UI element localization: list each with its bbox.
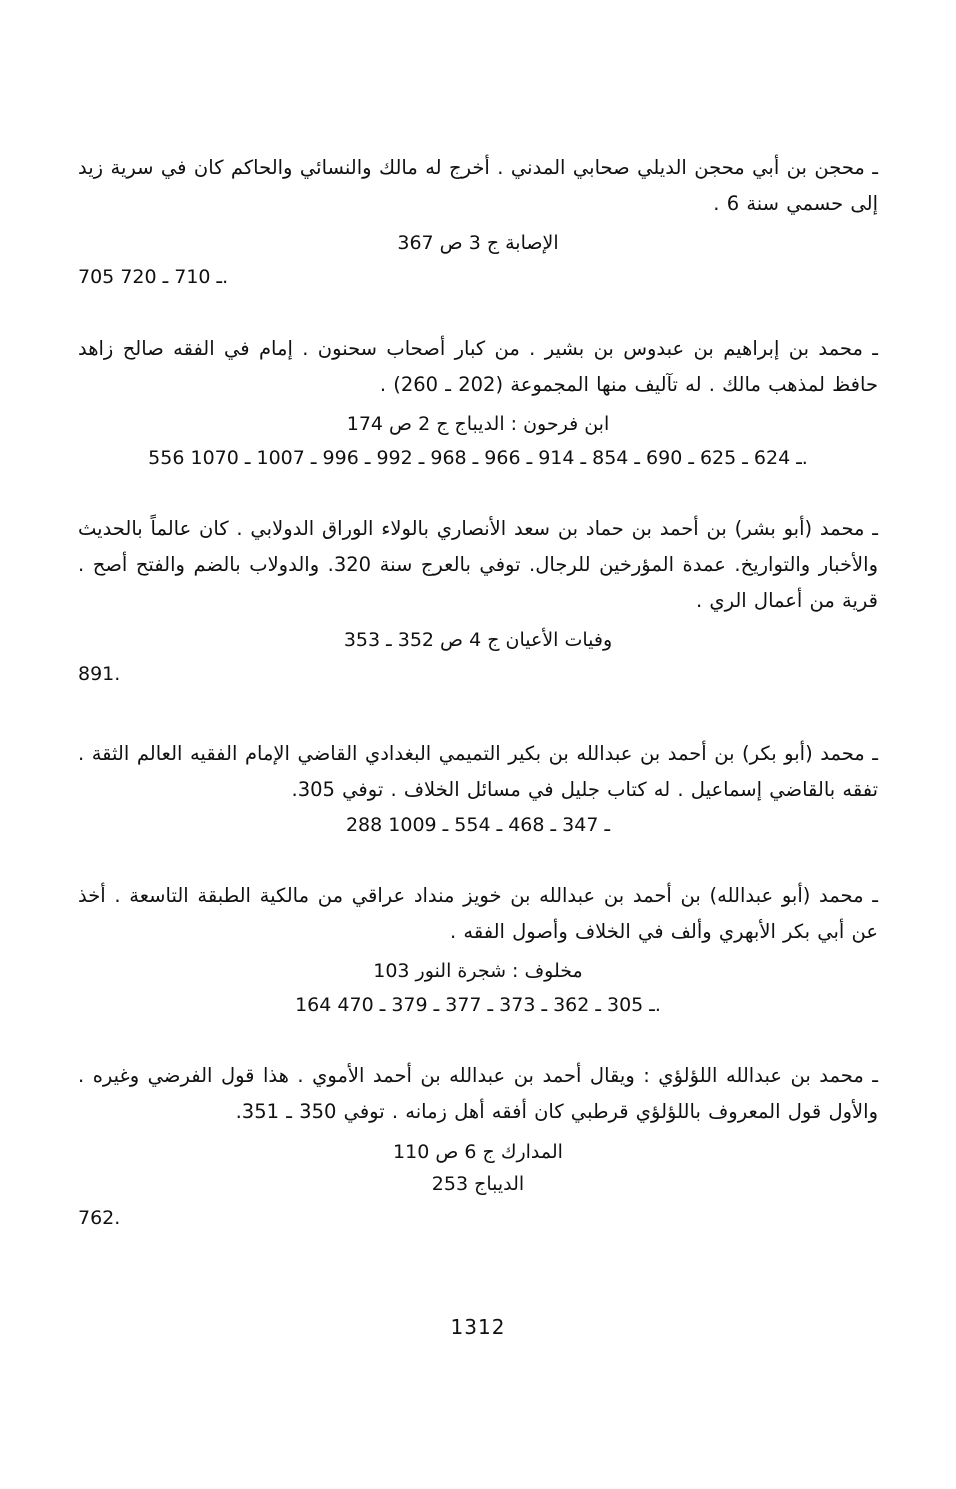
entry-text: ـ محمد (أبو عبدالله) بن أحمد بن عبدالله بن خويز منداد عراقي من مالكية الطبقة التاسعة . أخذ عن أبي بكر الأبهري وألف في الخلاف وأصول الفقه . [78,883,878,943]
entry-text: ـ محمد بن إبراهيم بن عبدوس بن بشير . من كبار أصحاب سحنون . إمام في الفقه صالح زاهد حافظ لمذهب مالك . له تآليف منها المجموعة (202 ـ 260) . [78,336,878,396]
entry-abu-abdallah [78,878,878,1023]
page-content [78,150,878,1261]
entry-numbers: 556 ـ 624 ـ 625 ـ 690 ـ 854 ـ 914 ـ 966 ـ 968 ـ 992 ـ 996 ـ 1007 ـ 1070. [148,446,808,469]
entry-reference-secondary: الديباج 253 [431,1172,525,1195]
entry-abu-bakr [78,736,878,842]
entry-reference: المدارك ج 6 ص 110 [393,1140,563,1163]
entry-text: ـ محمد (أبو بشر) بن أحمد بن حماد بن سعد الأنصاري بالولاء الوراق الدولابي . كان عالماً بالحديث والأخبار والتواريخ. عمدة المؤرخين للرجال. توفي بالعرج سنة 320. والدولاب بالضم والفتح أصح . قرية من أعمال الري . [78,517,878,613]
entry-muhammad-bin-ibrahim [78,331,878,476]
entry-reference: الإصابة ج 3 ص 367 [397,232,559,255]
entry-numbers: 891. [78,663,121,686]
entry-reference: وفيات الأعيان ج 4 ص 352 ـ 353 [343,629,613,652]
entry-text: ـ محجن بن أبي محجن الديلي صحابي المدني . أخرج له مالك والنسائي والحاكم كان في سرية زيد إلى حسمي سنة 6 . [78,156,878,216]
entry-numbers: 164 ـ 305 ـ 362 ـ 373 ـ 377 ـ 379 ـ 470. [295,994,661,1017]
entry-numbers: 705 ـ 710 ـ 720. [78,266,229,289]
entry-text: ـ محمد بن عبدالله اللؤلؤي : ويقال أحمد بن عبدالله بن أحمد الأموي . هذا قول الفرضي وغيره . والأول قول المعروف باللؤلؤي قرطبي كان أفقه أهل زمانه . توفي 350 ـ 351. [78,1064,878,1124]
entry-mihjan [78,150,878,295]
entry-numbers: 762. [78,1206,121,1229]
entry-numbers: 288 ـ 347 ـ 468 ـ 554 ـ 1009 [345,813,611,836]
entry-reference: مخلوف : شجرة النور 103 [373,960,583,982]
entry-reference: ابن فرحون : الديباج ج 2 ص 174 [346,412,610,435]
page-number: 1312 [450,1315,506,1339]
entry-lului [78,1058,878,1235]
entry-text: ـ محمد (أبو بكر) بن أحمد بن عبدالله بن بكير التميمي البغدادي القاضي الإمام الفقيه العالم الثقة . تفقه بالقاضي إسماعيل . له كتاب جليل في مسائل الخلاف . توفي 305. [78,741,878,801]
entry-abu-bishr [78,511,878,692]
